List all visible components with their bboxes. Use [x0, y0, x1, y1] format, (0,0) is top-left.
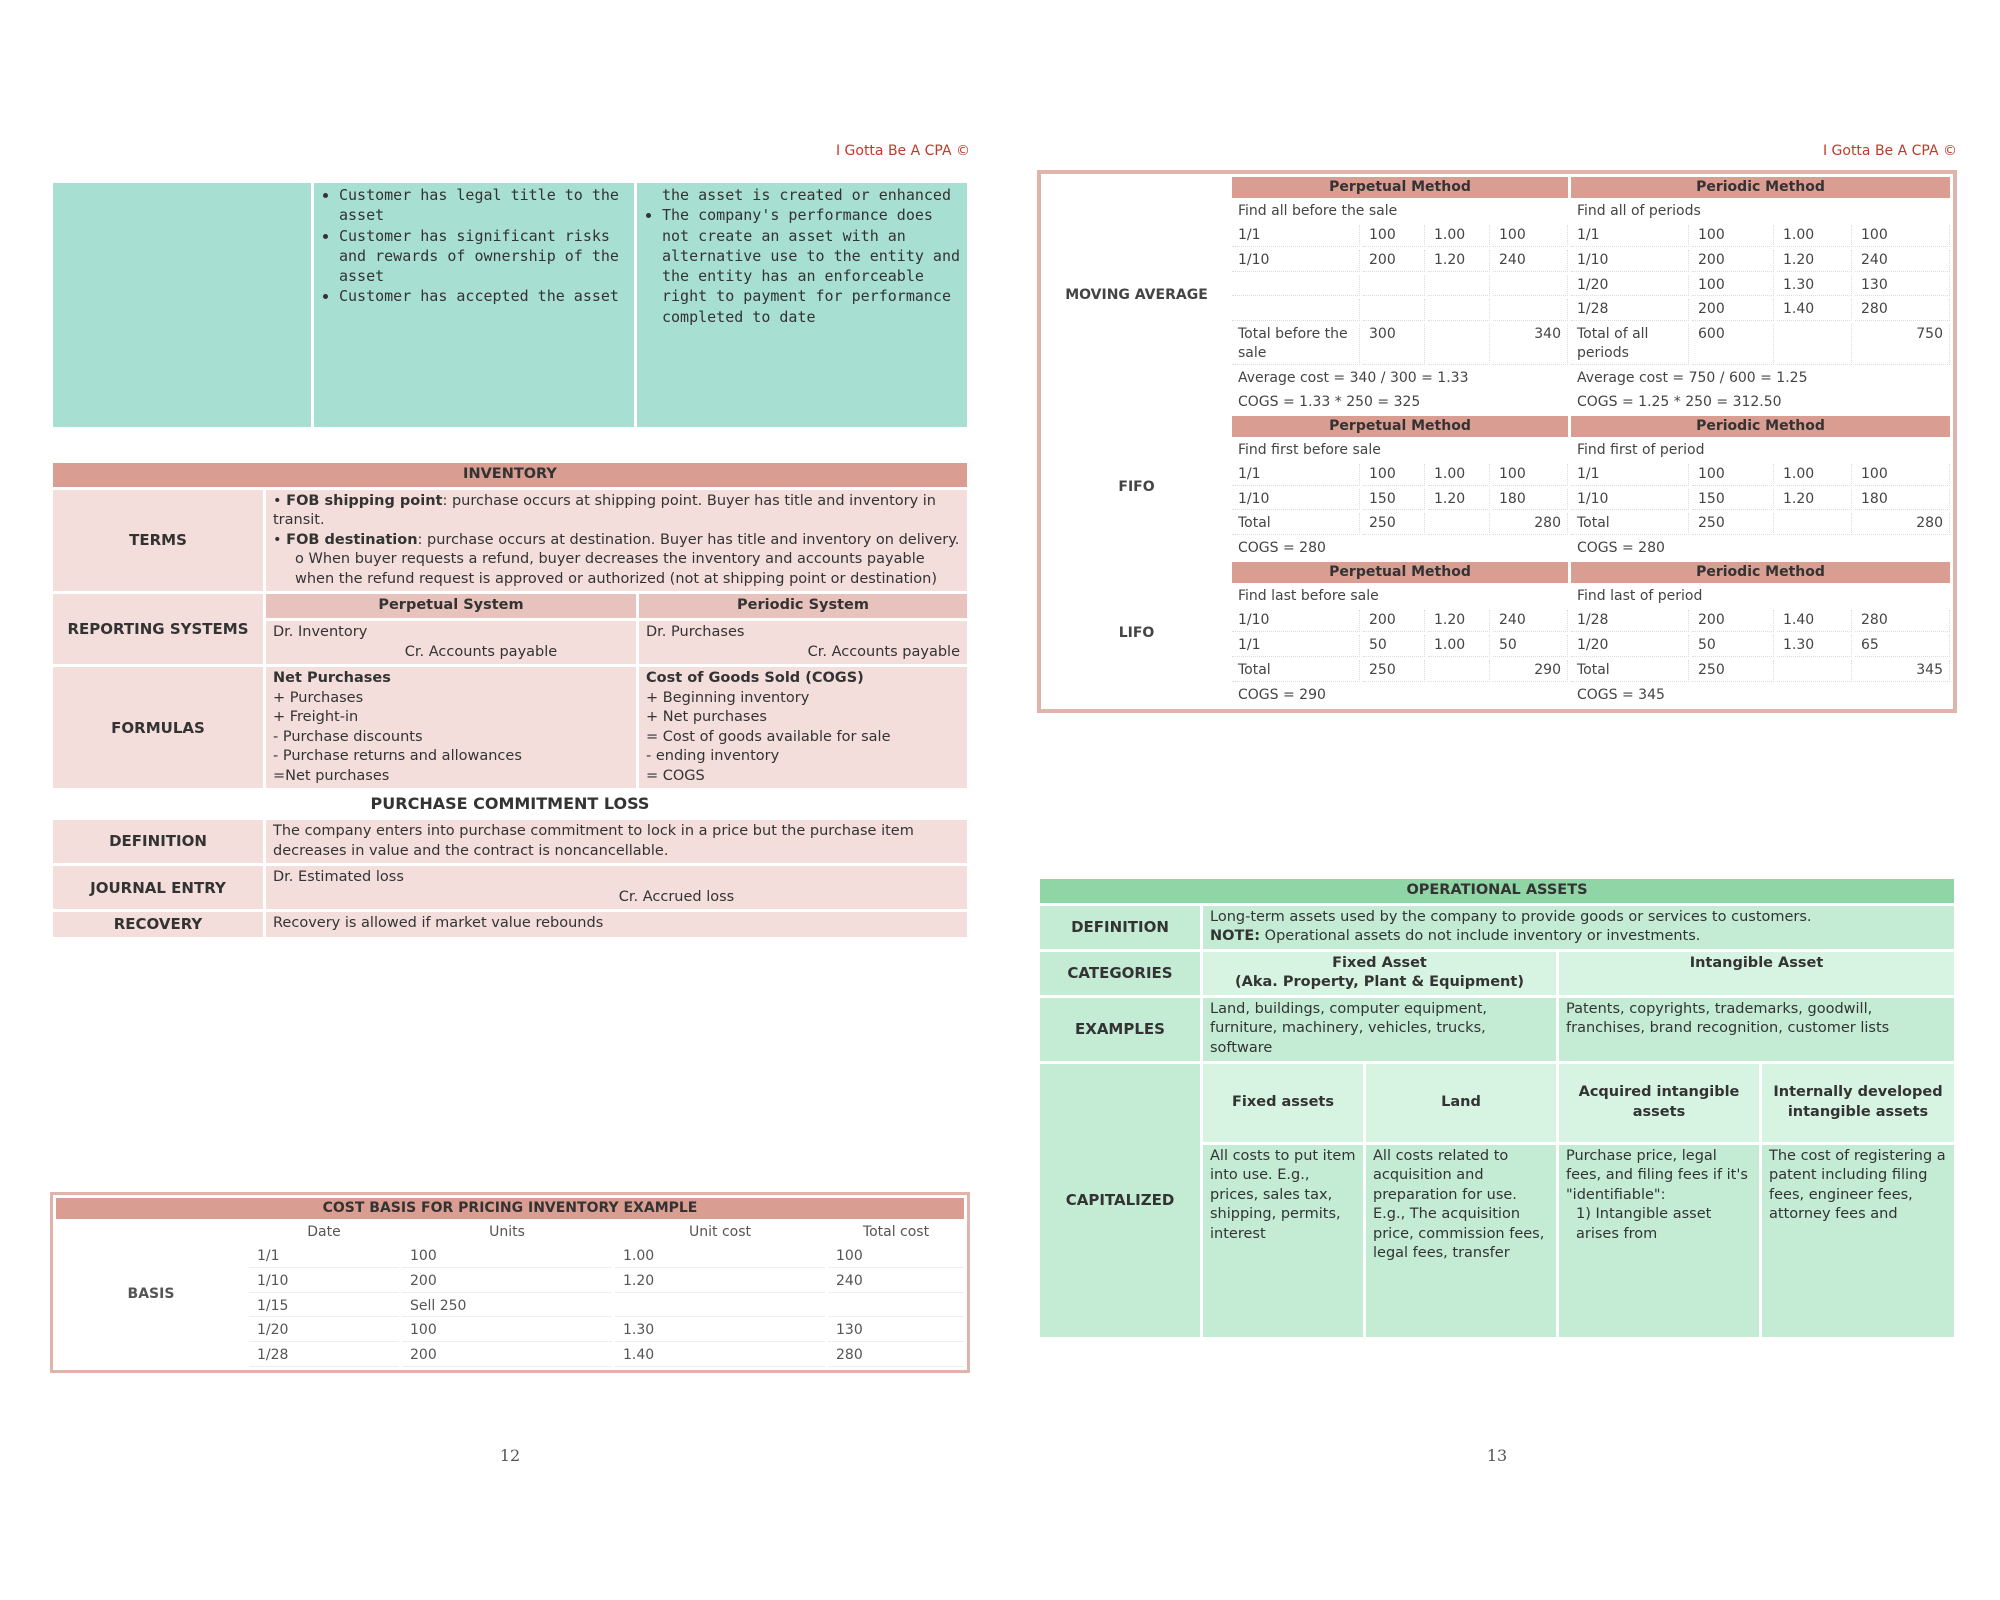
formula-line: = Cost of goods available for sale: [646, 728, 891, 745]
total-label: Total: [1232, 513, 1360, 535]
unit-cost-cell: 1.00: [1777, 225, 1852, 247]
total-cost-cell: 130: [828, 1320, 964, 1342]
periodic-cogs: COGS = 345: [1577, 686, 1665, 703]
formula-line: - Purchase returns and allowances: [273, 748, 522, 765]
date-cell: 1/10: [1232, 489, 1360, 511]
total-label: Total: [1571, 513, 1689, 535]
units-cell: 250: [1363, 513, 1425, 535]
unit-cost-cell: 1.40: [1777, 610, 1852, 632]
unit-cost-cell: 1.00: [1428, 464, 1490, 486]
total-label: Total: [1232, 660, 1360, 682]
date-cell: 1/1: [1232, 635, 1360, 657]
cogs-title: Cost of Goods Sold (COGS): [646, 670, 864, 687]
empty-cell: [1363, 275, 1425, 297]
date-cell: 1/20: [249, 1320, 399, 1342]
basis-label: BASIS: [56, 1222, 246, 1367]
periodic-method-header: Periodic Method: [1571, 562, 1950, 583]
total-cost-cell: 750: [1855, 324, 1950, 365]
units-cell: 250: [1692, 513, 1774, 535]
net-purchases-formula: [266, 667, 636, 788]
units-cell: 200: [1692, 299, 1774, 321]
unit-cost-cell: 1.40: [1777, 299, 1852, 321]
unit-cost-cell: 1.20: [1777, 489, 1852, 511]
total-cost-cell: 50: [1493, 635, 1568, 657]
periodic-entry: [639, 621, 967, 664]
fob-destination-term: FOB destination: [286, 531, 418, 548]
perpetual-method-header: Perpetual Method: [1232, 177, 1568, 198]
fob-shipping: • FOB shipping point: purchase occurs at shipping point. Buyer has title and inventory in transit.: [273, 492, 937, 529]
net-purchases-title: Net Purchases: [273, 670, 391, 687]
unit-cost-cell: 1.30: [1777, 275, 1852, 297]
total-cost-cell: 280: [1855, 610, 1950, 632]
empty-cell: [1428, 299, 1490, 321]
unit-cost-cell: 1.20: [1428, 610, 1490, 632]
periodic-method-header: Periodic Method: [1571, 416, 1950, 437]
moving-average-label: MOVING AVERAGE: [1065, 286, 1208, 303]
units-cell: 600: [1692, 324, 1774, 365]
perpetual-debit: Dr. Inventory: [273, 623, 368, 640]
journal-entry: [266, 866, 967, 909]
teal-col3: [637, 183, 967, 427]
cap-internal-text: The cost of registering a patent including filing fees, engineer fees, attorney fees and: [1762, 1145, 1954, 1337]
total-cost-cell: 240: [828, 1271, 964, 1293]
empty-cell: [1493, 299, 1568, 321]
teal-col2: [314, 183, 634, 427]
list-item: • Customer has accepted the asset: [339, 286, 627, 306]
purchase-commitment-loss-title: PURCHASE COMMITMENT LOSS: [53, 791, 967, 817]
page-number: 12: [499, 1446, 521, 1465]
unit-cost-cell: [1777, 660, 1852, 682]
perpetual-method-header: Perpetual Method: [1232, 562, 1568, 583]
total-cost-cell: 280: [1855, 513, 1950, 535]
page-number: 13: [1486, 1446, 1508, 1465]
unit-cost-cell: 1.20: [1428, 250, 1490, 272]
units-cell: 100: [1363, 225, 1425, 247]
units-cell: 250: [1692, 660, 1774, 682]
examples-label: EXAMPLES: [1040, 998, 1200, 1061]
fob-shipping-text: : purchase occurs at shipping point. Buyer has title and inventory in transit.: [273, 492, 937, 529]
units-cell: 150: [1363, 489, 1425, 511]
date-cell: 1/10: [1232, 610, 1360, 632]
unit-cost-cell: 1.30: [1777, 635, 1852, 657]
refund-note: o When buyer requests a refund, buyer decreases the inventory and accounts payable when the refund request is approved or authorized (not at shipping point or destination): [295, 551, 938, 587]
date-cell: 1/10: [1232, 250, 1360, 272]
terms-content: [266, 490, 967, 592]
definition-label: DEFINITION: [1040, 906, 1200, 949]
list-item: the asset is created or enhanced: [662, 186, 951, 204]
perpetual-note: Find first before sale: [1238, 441, 1381, 458]
fob-destination-text: : purchase occurs at destination. Buyer has title and inventory on delivery.: [417, 531, 960, 548]
total-label: Total: [1571, 660, 1689, 682]
perpetual-note: Find all before the sale: [1238, 202, 1398, 219]
fob-shipping-term: FOB shipping point: [286, 492, 443, 509]
total-cost-cell: [828, 1296, 964, 1318]
periodic-credit: Cr. Accounts payable: [807, 643, 960, 660]
total-cost-cell: 180: [1855, 489, 1950, 511]
unit-cost-cell: [1428, 324, 1490, 365]
brand-label: I Gotta Be A CPA ©: [1822, 143, 1957, 159]
date-cell: 1/1: [1232, 464, 1360, 486]
total-cost-cell: 100: [1493, 225, 1568, 247]
units-cell: 100: [1692, 275, 1774, 297]
fixed-asset-title: Fixed Asset: [1332, 954, 1427, 971]
formula-line: + Beginning inventory: [646, 689, 810, 706]
journal-credit: Cr. Accrued loss: [618, 888, 735, 905]
intangible-examples: Patents, copyrights, trademarks, goodwill, franchises, brand recognition, customer lists: [1559, 998, 1954, 1061]
categories-label: CATEGORIES: [1040, 952, 1200, 995]
formulas-label: FORMULAS: [53, 667, 263, 788]
formula-line: + Freight-in: [273, 709, 359, 726]
unit-cost-cell: 1.00: [1428, 635, 1490, 657]
date-cell: 1/1: [249, 1246, 399, 1268]
empty-cell: [1428, 275, 1490, 297]
column-header: Fixed assets: [1203, 1064, 1363, 1142]
date-cell: 1/15: [249, 1296, 399, 1318]
units-cell: 100: [1363, 464, 1425, 486]
date-cell: 1/28: [1571, 299, 1689, 321]
empty-cell: [1363, 299, 1425, 321]
unit-cost-cell: [1428, 660, 1490, 682]
date-cell: 1/28: [1571, 610, 1689, 632]
inventory-table: [50, 460, 970, 940]
cost-basis-title: COST BASIS FOR PRICING INVENTORY EXAMPLE: [56, 1198, 964, 1219]
perpetual-cogs: COGS = 280: [1238, 540, 1326, 557]
empty-cell: [1232, 299, 1360, 321]
periodic-cogs: COGS = 280: [1577, 540, 1665, 557]
perpetual-entry: [266, 621, 636, 664]
fixed-asset-aka: (Aka. Property, Plant & Equipment): [1235, 974, 1524, 991]
cap-acquired-text: Purchase price, legal fees, and filing fees if it's "identifiable":: [1566, 1147, 1748, 1203]
periodic-debit: Dr. Purchases: [646, 623, 745, 640]
date-cell: 1/10: [1571, 250, 1689, 272]
unit-cost-cell: 1.00: [615, 1246, 825, 1268]
definition-label: DEFINITION: [53, 820, 263, 863]
formula-line: = COGS: [646, 767, 705, 784]
column-header: Date: [249, 1222, 399, 1243]
periodic-system-header: Periodic System: [639, 594, 967, 618]
column-header: Acquired intangible assets: [1559, 1064, 1759, 1142]
intangible-asset-category: Intangible Asset: [1559, 952, 1954, 995]
formula-line: + Purchases: [273, 689, 364, 706]
unit-cost-cell: [1777, 513, 1852, 535]
cap-acquired-item: 1) Intangible asset arises from: [1576, 1206, 1712, 1242]
lifo-label: LIFO: [1118, 625, 1155, 642]
periodic-average: Average cost = 750 / 600 = 1.25: [1577, 370, 1808, 387]
units-cell: 200: [1363, 250, 1425, 272]
recovery-label: RECOVERY: [53, 912, 263, 936]
journal-entry-label: JOURNAL ENTRY: [53, 866, 263, 909]
list-item: • Customer has legal title to the asset: [339, 185, 627, 226]
units-cell: 100: [402, 1246, 612, 1268]
unit-cost-cell: 1.20: [1428, 489, 1490, 511]
total-cost-cell: 280: [1855, 299, 1950, 321]
operational-assets-title: OPERATIONAL ASSETS: [1040, 879, 1954, 903]
total-cost-cell: 100: [1855, 464, 1950, 486]
unit-cost-cell: 1.00: [1777, 464, 1852, 486]
revenue-recognition-continuation: [50, 180, 970, 430]
total-cost-cell: 280: [828, 1345, 964, 1367]
cost-basis-table: [50, 1192, 970, 1373]
total-cost-cell: 240: [1855, 250, 1950, 272]
periodic-method-header: Periodic Method: [1571, 177, 1950, 198]
total-cost-cell: 280: [1493, 513, 1568, 535]
inventory-methods-table: [1037, 170, 1957, 713]
formula-line: + Net purchases: [646, 709, 767, 726]
formula-line: =Net purchases: [273, 767, 390, 784]
capitalized-label: CAPITALIZED: [1040, 1064, 1200, 1337]
total-cost-cell: 130: [1855, 275, 1950, 297]
units-cell: 300: [1363, 324, 1425, 365]
cap-land-text: All costs related to acquisition and preparation for use. E.g., The acquisition price, commission fees, legal fees, transfer: [1366, 1145, 1556, 1337]
unit-cost-cell: 1.20: [615, 1271, 825, 1293]
date-cell: 1/10: [1571, 489, 1689, 511]
perpetual-cogs: COGS = 1.33 * 250 = 325: [1238, 394, 1421, 411]
unit-cost-cell: [615, 1296, 825, 1318]
definition-text: Long-term assets used by the company to provide goods or services to customers.: [1210, 908, 1812, 925]
cogs-formula: [639, 667, 967, 788]
periodic-note: Find last of period: [1577, 588, 1703, 605]
periodic-cogs: COGS = 1.25 * 250 = 312.50: [1577, 394, 1782, 411]
fifo-label: FIFO: [1118, 479, 1155, 496]
fixed-examples: Land, buildings, computer equipment, furniture, machinery, vehicles, trucks, software: [1203, 998, 1556, 1061]
column-header: Land: [1366, 1064, 1556, 1142]
empty-cell: [1493, 275, 1568, 297]
total-cost-cell: 65: [1855, 635, 1950, 657]
list-item: • Customer has significant risks and rewards of ownership of the asset: [339, 226, 627, 287]
units-cell: 100: [1692, 225, 1774, 247]
perpetual-note: Find last before sale: [1238, 588, 1379, 605]
column-header: Unit cost: [615, 1222, 825, 1243]
perpetual-system-header: Perpetual System: [266, 594, 636, 618]
unit-cost-cell: 1.30: [615, 1320, 825, 1342]
unit-cost-cell: 1.40: [615, 1345, 825, 1367]
total-cost-cell: 345: [1855, 660, 1950, 682]
units-cell: 100: [402, 1320, 612, 1342]
list-item: • The company's performance does not create an asset with an alternative use to the entity and the entity has an enforceable right to payment for performance completed to date: [662, 205, 960, 327]
units-cell: 200: [1692, 250, 1774, 272]
cap-acquired: [1559, 1145, 1759, 1337]
unit-cost-cell: 1.00: [1428, 225, 1490, 247]
inventory-title: INVENTORY: [53, 463, 967, 487]
page-13: [1037, 0, 1957, 1600]
date-cell: 1/20: [1571, 275, 1689, 297]
units-cell: 200: [402, 1345, 612, 1367]
definition-text: The company enters into purchase commitment to lock in a price but the purchase item decreases in value and the contract is noncancellable.: [266, 820, 967, 863]
column-header: Internally developed intangible assets: [1762, 1064, 1954, 1142]
perpetual-credit: Cr. Accounts payable: [404, 643, 558, 660]
total-cost-cell: 240: [1493, 610, 1568, 632]
units-cell: 200: [1692, 610, 1774, 632]
formula-line: - ending inventory: [646, 748, 780, 765]
total-label: Total of all periods: [1571, 324, 1689, 365]
note-text: Operational assets do not include inventory or investments.: [1260, 928, 1701, 945]
units-cell: 100: [1692, 464, 1774, 486]
column-header: Total cost: [828, 1222, 964, 1243]
perpetual-method-header: Perpetual Method: [1232, 416, 1568, 437]
definition-note: [1210, 927, 1947, 947]
total-cost-cell: 100: [828, 1246, 964, 1268]
date-cell: 1/20: [1571, 635, 1689, 657]
total-label: Total before the sale: [1232, 324, 1360, 365]
date-cell: 1/10: [249, 1271, 399, 1293]
total-cost-cell: 240: [1493, 250, 1568, 272]
periodic-note: Find all of periods: [1577, 202, 1701, 219]
date-cell: 1/1: [1232, 225, 1360, 247]
date-cell: 1/1: [1571, 225, 1689, 247]
periodic-note: Find first of period: [1577, 441, 1705, 458]
units-cell: 50: [1692, 635, 1774, 657]
note-label: NOTE:: [1210, 928, 1261, 945]
date-cell: 1/1: [1571, 464, 1689, 486]
units-cell: 200: [402, 1271, 612, 1293]
date-cell: 1/28: [249, 1345, 399, 1367]
definition-content: [1203, 906, 1954, 949]
unit-cost-cell: [1777, 324, 1852, 365]
column-header: Units: [402, 1222, 612, 1243]
unit-cost-cell: [1428, 513, 1490, 535]
perpetual-cogs: COGS = 290: [1238, 686, 1326, 703]
units-cell: 50: [1363, 635, 1425, 657]
journal-debit: Dr. Estimated loss: [273, 869, 404, 886]
recovery-text: Recovery is allowed if market value rebounds: [266, 912, 967, 936]
fob-destination: • FOB destination: purchase occurs at destination. Buyer has title and inventory on delivery.: [273, 531, 960, 548]
cap-fixed-text: All costs to put item into use. E.g., prices, sales tax, shipping, permits, interest: [1203, 1145, 1363, 1337]
total-cost-cell: 100: [1493, 464, 1568, 486]
units-cell: Sell 250: [402, 1296, 612, 1318]
total-cost-cell: 340: [1493, 324, 1568, 365]
brand-label: I Gotta Be A CPA ©: [835, 143, 970, 159]
operational-assets-table: [1037, 876, 1957, 1340]
units-cell: 150: [1692, 489, 1774, 511]
terms-label: TERMS: [53, 490, 263, 592]
formula-line: - Purchase discounts: [273, 728, 423, 745]
units-cell: 200: [1363, 610, 1425, 632]
unit-cost-cell: 1.20: [1777, 250, 1852, 272]
perpetual-average: Average cost = 340 / 300 = 1.33: [1238, 370, 1469, 387]
reporting-systems-label: REPORTING SYSTEMS: [53, 594, 263, 664]
fixed-asset-category: [1203, 952, 1556, 995]
total-cost-cell: 100: [1855, 225, 1950, 247]
units-cell: 250: [1363, 660, 1425, 682]
empty-cell: [1232, 275, 1360, 297]
teal-empty-cell: [53, 183, 311, 427]
total-cost-cell: 290: [1493, 660, 1568, 682]
total-cost-cell: 180: [1493, 489, 1568, 511]
page-12: [50, 0, 970, 1600]
